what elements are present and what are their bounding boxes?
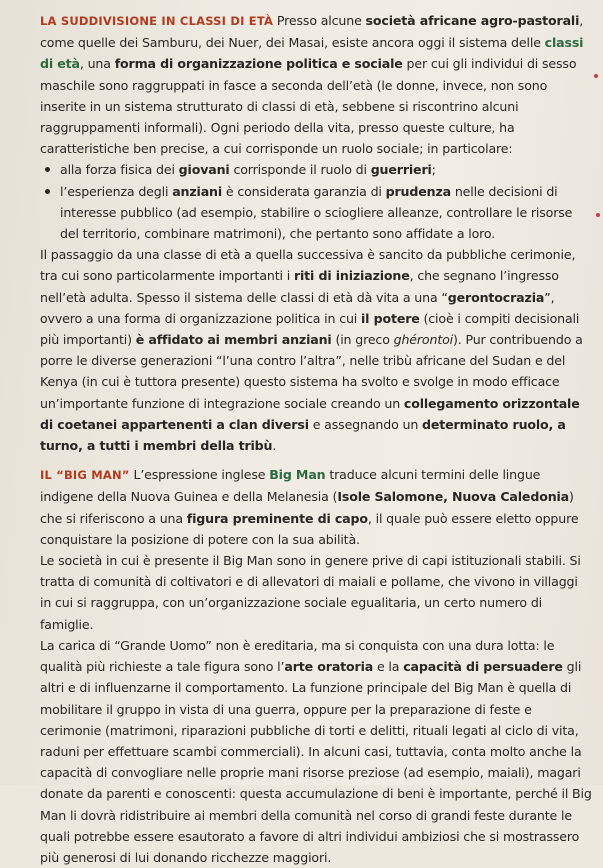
bold-text: gerontocrazia: [447, 289, 545, 305]
text-run: traduce alcuni termini delle lingue indigene della Nuova Guinea e della Melanesia (: [40, 467, 541, 505]
margin-marker-icon: [596, 213, 600, 217]
bold-text: il potere: [361, 310, 420, 326]
text-run: , come quelle dei Samburu, dei Nuer, dei Masai, esiste ancora oggi il sistema delle: [40, 13, 584, 51]
bullet-item-anziani: [60, 181, 592, 245]
bold-text: guerrieri: [370, 162, 432, 178]
text-run: l’esperienza degli: [60, 183, 173, 199]
text-run: ;: [431, 162, 436, 178]
text-run: ). Pur contribuendo a porre le diverse generazioni “l’una contro l’altra”, nelle tribù africane del Sudan e del Kenya (in cui è tuttora presente) questo sistema ha svolto e svolge in modo efficace un’importante funzione di integrazione sociale creando un: [40, 332, 583, 411]
bold-text: forma di organizzazione politica e sociale: [114, 56, 403, 72]
bullet-text-anziani: [60, 184, 572, 241]
text-run: L’espressione inglese: [129, 467, 270, 483]
section1-paragraph-2: [40, 244, 592, 456]
bullet-dot-icon: [45, 167, 50, 172]
text-run: (cioè i compiti decisionali più importanti): [40, 310, 580, 348]
italic-text: ghérontoi: [393, 332, 454, 348]
margin-marker-icon: [594, 74, 598, 78]
text-run: Il passaggio da una classe di età a quella successiva è sancito da pubbliche cerimonie, tra cui sono particolarmente importanti i: [40, 247, 576, 284]
bold-text: Isole Salomone, Nuova Caledonia: [337, 489, 570, 505]
bullet-dot-icon: [45, 189, 50, 194]
bold-text: prudenza: [385, 183, 451, 199]
bold-text: collegamento orizzontale di coetanei appartenenti a clan diversi: [40, 395, 580, 432]
text-run: .: [272, 438, 277, 454]
text-run: per cui gli individui di sesso maschile sono raggruppati in fasce a seconda dell’età (le donne, invece, non sono inserite in un sistema strutturato di classi di età, sebbene si riscontrino alcuni raggruppamenti informali). Ogni periodo della vita, presso queste culture, ha caratteristiche ben precise, a cui corrisponde un ruolo sociale; in particolare:: [40, 56, 577, 157]
text-run: è considerata garanzia di: [222, 183, 386, 199]
text-run: nelle decisioni di interesse pubblico (ad esempio, stabilire o sciogliere alleanze, controllare le risorse del territorio, combinare matrimoni), che pertanto sono affidate a loro.: [60, 183, 573, 242]
text-run: , il quale può essere eletto oppure conquistare la posizione di potere con la sua abilità.: [40, 510, 579, 547]
highlight-term: classi di età: [40, 35, 584, 72]
section2-paragraph-2-text: [40, 553, 581, 632]
text-run: e la: [373, 659, 404, 675]
bold-text: figura preminente di capo: [186, 510, 368, 526]
text-run: (in greco: [331, 332, 394, 348]
bold-text: giovani: [178, 162, 230, 178]
bold-text: società africane agro-pastorali: [365, 13, 580, 28]
text-run: Presso alcune: [273, 13, 366, 28]
text-run: e assegnando un: [308, 416, 423, 432]
page-text: [40, 10, 592, 868]
bold-text: capacità di persuadere: [403, 659, 563, 675]
bold-text: arte oratoria: [284, 659, 374, 675]
section2-paragraph-3-text: [40, 638, 592, 865]
section1-paragraph-2-text: [40, 247, 583, 453]
section1-heading: LA SUDDIVISIONE IN CLASSI DI ETÀ: [40, 14, 274, 28]
section1-bullet-list: [40, 159, 592, 244]
text-run: gli altri e di influenzarne il comportamento. La funzione principale del Big Man è quella di mobilitare il gruppo in vista di una guerra, oppure per la preparazione di feste e cerimonie (matrimoni, riparazioni pubbliche di torti e delitti, rituali legati al ciclo di vita, raduni per effettuare scambi commerciali). In alcuni casi, tuttavia, conta molto anche la capacità di convogliare nelle proprie mani risorse preziose (ad esempio, maiali), magari donate da parenti e conoscenti: questa accumulazione di beni è importante, perché il Big Man li dovrà ridistribuire ai membri della comunità nel corso di grandi feste durante le quali potrebbe essere esautorato a favore di altri individui ambiziosi che si mostrassero più generosi di lui donando ricchezze maggiori.: [40, 659, 592, 865]
section2-paragraph-3: [40, 635, 592, 868]
text-run: , che segnano l’ingresso nell’età adulta. Spesso il sistema delle classi di età dà vita a una “: [40, 268, 559, 305]
text-run: corrisponde il ruolo di: [229, 162, 371, 178]
bold-text: anziani: [172, 183, 223, 199]
section2-heading: IL “BIG MAN”: [40, 468, 130, 483]
section2-intro: [40, 464, 592, 550]
highlight-term: Big Man: [269, 467, 326, 483]
section1-intro: [40, 10, 592, 159]
bold-text: determinato ruolo, a turno, a tutti i membri della tribù: [40, 416, 566, 454]
bold-text: è affidato ai membri anziani: [135, 332, 332, 348]
text-run: La carica di “Grande Uomo” non è ereditaria, ma si conquista con una dura lotta: le qualità più richieste a tale figura sono l’: [40, 637, 555, 675]
section2-paragraph-2: [40, 550, 592, 635]
text-run: ) che si riferiscono a una: [40, 489, 574, 526]
section1-intro-text: [40, 13, 583, 156]
text-run: ”, ovvero a una forma di organizzazione politica in cui: [40, 289, 555, 326]
bold-text: riti di iniziazione: [293, 268, 410, 284]
text-run: alla forza fisica dei: [60, 162, 179, 178]
text-run: , una: [79, 56, 115, 72]
text-run: Le società in cui è presente il Big Man sono in genere prive di capi istituzionali stabili. Si tratta di comunità di coltivatori e di allevatori di maiali e pollame, che vivono in villaggi in cui si raggruppa, con un’organizzazione sociale egualitaria, un certo numero di famiglie.: [40, 553, 581, 632]
bullet-item-giovani: [60, 159, 592, 180]
bullet-text-giovani: [60, 162, 436, 177]
